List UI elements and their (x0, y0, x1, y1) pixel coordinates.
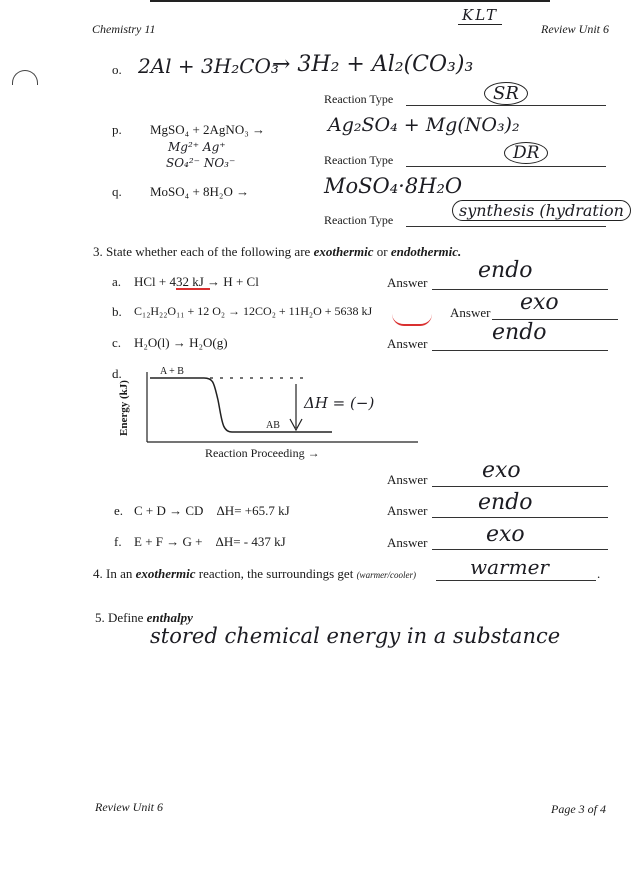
q4-answer: warmer (470, 555, 549, 579)
q3-prompt-endo: endothermic. (390, 244, 462, 259)
item-p-letter: p. (112, 122, 122, 137)
item-q-products: MoSO₄·8H₂O (324, 174, 463, 198)
header-stamp: KLT (458, 6, 502, 25)
q3-prompt-exo: exothermic (313, 244, 374, 259)
q3c-answer-label: Answer (387, 336, 428, 351)
q3e-letter: e. (114, 503, 124, 518)
q3f-answer-line (432, 549, 608, 550)
item-q-reaction-type-label: Reaction Type (324, 213, 394, 227)
q4-prompt-end: reaction, the surroundings get (198, 566, 354, 581)
q4-prompt-start: 4. In an (93, 566, 133, 581)
item-o-equation: 2Al + 3H₂CO₃ (138, 54, 279, 78)
header-unit: Review Unit 6 (541, 22, 609, 36)
q4-prompt (93, 566, 416, 582)
q3a-answer: endo (478, 258, 533, 283)
q3f-answer: exo (486, 522, 525, 547)
q5-term: enthalpy (146, 610, 193, 625)
q3c-equation: H₂O(l) → H₂O(g) (134, 335, 228, 350)
item-o-letter: o. (112, 62, 122, 77)
item-p-answer: DR (504, 142, 548, 164)
diagram-x-label: Reaction Proceeding → (205, 446, 320, 460)
q4-period: . (597, 566, 601, 581)
q4-answer-line (436, 580, 596, 581)
q3e-answer-label: Answer (387, 503, 428, 518)
q5-answer: stored chemical energy in a substance (150, 624, 561, 648)
item-o-products: → 3H₂ + Al₂(CO₃)₃ (272, 52, 474, 77)
footer-page-number: Page 3 of 4 (551, 802, 606, 816)
q3b-answer: exo (520, 290, 559, 315)
q3e-equation: C + D → CD ΔH= +65.7 kJ (134, 503, 290, 518)
q3a-answer-label: Answer (387, 275, 428, 290)
diagram-reactants-label: A + B (160, 366, 184, 377)
q3e-answer-line (432, 517, 608, 518)
q5-prompt-text: 5. Define (95, 610, 144, 625)
q3f-answer-label: Answer (387, 535, 428, 550)
item-p-ions-top: Mg²⁺ Ag⁺ (168, 140, 226, 154)
q3b-letter: b. (112, 304, 122, 319)
diagram-products-label: AB (266, 420, 280, 431)
q3b-equation: C₁₂H₂₂O₁₁ + 12 O₂ → 12CO₂ + 11H₂O + 5638 kJ (134, 304, 373, 318)
footer-unit: Review Unit 6 (95, 800, 163, 814)
q3d-answer-line (432, 486, 608, 487)
q3c-letter: c. (112, 335, 122, 350)
item-o-answer: SR (484, 82, 528, 105)
q3d-answer: exo (482, 458, 521, 483)
diagram-y-label: Energy (kJ) (117, 380, 130, 436)
item-p-ions-bottom: SO₄²⁻ NO₃⁻ (166, 156, 236, 170)
item-q-equation: MoSO₄ + 8H₂O → (150, 184, 250, 199)
q3-prompt-start: 3. State whether each of the following are (93, 244, 311, 259)
q3c-answer: endo (492, 320, 547, 345)
item-p-reaction-type-label: Reaction Type (324, 153, 394, 167)
q3a-letter: a. (112, 274, 122, 289)
q3f-equation: E + F → G + ΔH= - 437 kJ (134, 534, 286, 549)
header-course: Chemistry 11 (92, 22, 156, 36)
q3d-letter: d. (112, 366, 122, 381)
q3a-equation: HCl + 432 kJ → H + Cl (134, 274, 259, 289)
item-q-letter: q. (112, 184, 122, 199)
item-p-products: Ag₂SO₄ + Mg(NO₃)₂ (328, 114, 520, 136)
q4-hint: (warmer/cooler) (356, 570, 417, 580)
q4-prompt-exo: exothermic (135, 566, 196, 581)
q3-prompt-or: or (376, 244, 388, 259)
item-o-reaction-type-label: Reaction Type (324, 92, 394, 106)
q3f-letter: f. (114, 534, 122, 549)
item-q-answer: synthesis (hydration (452, 200, 631, 221)
diagram-delta-annotation: ΔH = (−) (304, 394, 375, 412)
q3d-answer-label: Answer (387, 472, 428, 487)
q3e-answer: endo (478, 490, 533, 515)
q3b-answer-label: Answer (450, 305, 491, 320)
item-p-equation: MgSO₄ + 2AgNO₃ → (150, 122, 265, 137)
